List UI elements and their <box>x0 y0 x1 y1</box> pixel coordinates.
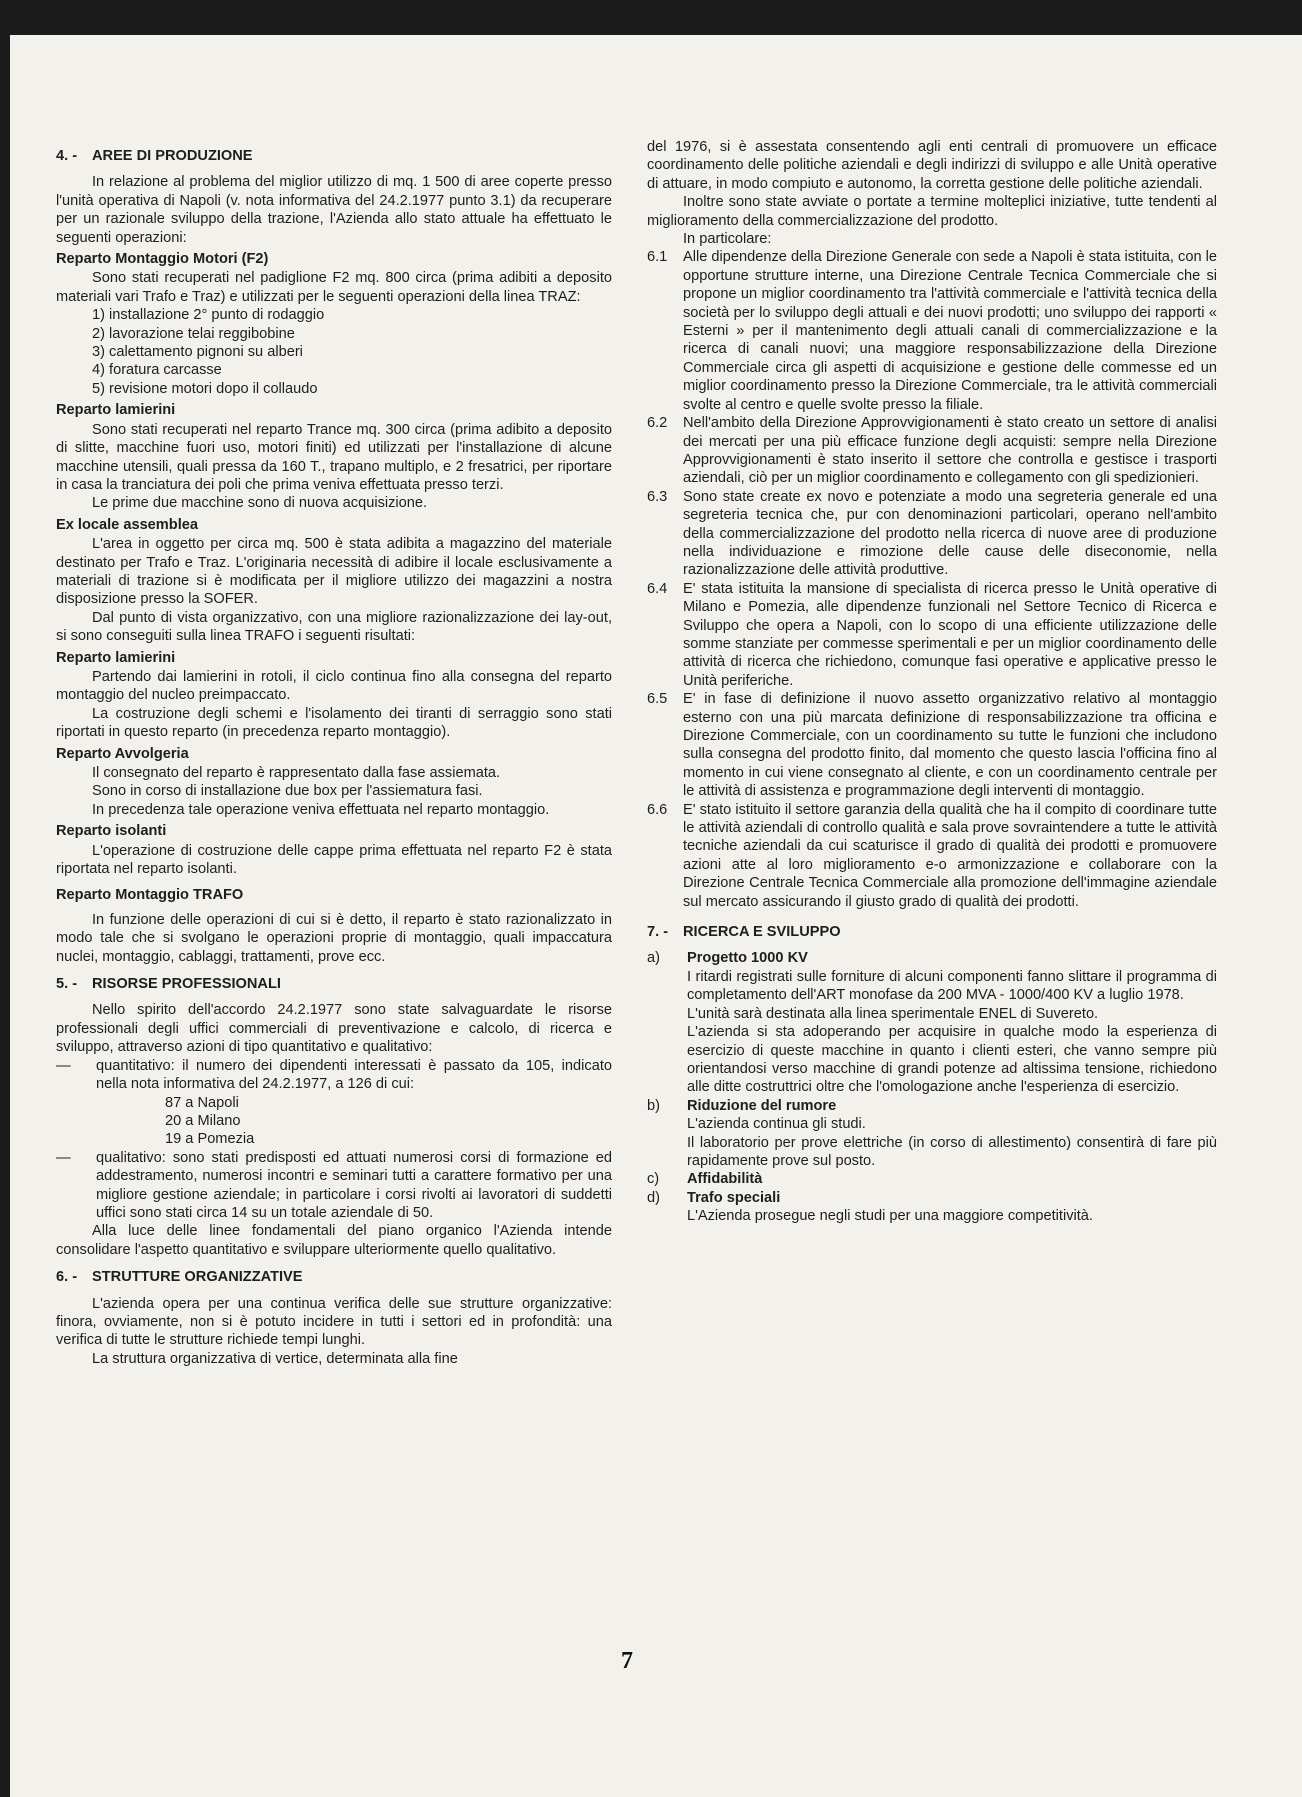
numbered-item: 6.1 Alle dipendenze della Direzione Generale con sede a Napoli è stata istituita, con le opportune strutture interne, una Direzione Centrale Tecnica Commerciale che si propone un miglior coordinamento tra l'attività commerciale e l'attività tecnica della società per lo sviluppo degli attuali e dei nuovi prodotti; uno sviluppo dei rapporti « Esterni » per il mantenimento degli attuali canali di commercializzazione e la ricerca di canali nuovi; una maggiore responsabilizzazione della Direzione Commerciale circa gli aspetti di acquisizione e gestione delle commesse ed un miglior coordinamento presso la Direzione Commerciale, tra le attività commerciali svolte al centro e quelle svolte presso la filiale. <box>647 249 1217 413</box>
list-item: 19 a Pomezia <box>165 1131 255 1148</box>
subheading: Reparto Montaggio TRAFO <box>56 887 244 904</box>
numbered-item: 6.6 E' stato istituito il settore garanzia della qualità che ha il compito di coordinare tutte le attività aziendali di controllo qualità e sala prove sovraintendere a tutte le attività tecniche aziendali da cui scaturisce il grado di qualità dei prodotti e promuovere azioni atte al loro miglioramento e-o armonizzazione e collaborare con la Direzione Centrale Tecnica Commerciale alla promozione dell'immagine aziendale sul mercato assicurando il giusto grado di qualità dei prodotti. <box>647 801 1217 910</box>
paragraph: In funzione delle operazioni di cui si è detto, il reparto è stato razionalizzato in modo tale che si svolgano le operazioni proprie di montaggio, quali impaccatura nuclei, montaggio, cablaggi, trattamenti, prove ecc. <box>56 911 612 965</box>
paragraph: L'azienda opera per una continua verifica delle sue strutture organizzative: finora, ovviamente, non si è potuto incidere in tutti i settori ed in profondità: una verifica di tutte le strutture richiede tempi lunghi. <box>56 1295 612 1349</box>
lettered-item: d) Trafo speciali <box>647 1189 781 1206</box>
section-4-heading: 4. - AREE DI PRODUZIONE <box>56 148 253 164</box>
paragraph: L'azienda continua gli studi. <box>687 1116 866 1133</box>
subheading: Reparto Avvolgeria <box>56 745 189 762</box>
paragraph: Alla luce delle linee fondamentali del piano organico l'Azienda intende consolidare l'aspetto quantitativo e sviluppare ulteriormente quello qualitativo. <box>56 1223 612 1258</box>
paragraph: Le prime due macchine sono di nuova acquisizione. <box>92 495 428 512</box>
paragraph: Il consegnato del reparto è rappresentato dalla fase assiemata. <box>92 765 501 781</box>
list-item: 87 a Napoli <box>165 1094 239 1111</box>
paragraph: L'operazione di costruzione delle cappe prima effettuata nel reparto F2 è stata riportata nel reparto isolanti. <box>56 842 612 878</box>
paragraph: Nello spirito dell'accordo 24.2.1977 sono state salvaguardate le risorse professionali degli uffici commerciali di preventivazione e calcolo, di ricerca e sviluppo, attraverso azioni di tipo quantitativo e qualitativo: <box>56 1002 612 1056</box>
right-column <box>647 138 1217 1226</box>
paragraph: Partendo dai lamierini in rotoli, il ciclo continua fino alla consegna del reparto montaggio del nucleo preimpaccato. <box>56 668 612 704</box>
numbered-item: 6.3 Sono state create ex novo e potenziate a modo una segreteria generale ed una segreteria tecnica che, pur con denominazioni particolari, operano nell'ambito della commercializzazione del prodotto nella ricerca di nuove aree di produzione nella individuazione e rimozione delle cause delle diseconomie, nella razionalizzazione delle attività produttive. <box>647 488 1217 579</box>
paragraph: L'Azienda prosegue negli studi per una maggiore competitività. <box>687 1208 1093 1225</box>
paragraph: In particolare: <box>683 231 772 248</box>
paragraph: Sono stati recuperati nel padiglione F2 mq. 800 circa (prima adibiti a deposito materiali vari Trafo e Traz) e utilizzati per le seguenti operazioni della linea TRAZ: <box>56 270 612 305</box>
list-item: 3) calettamento pignoni su alberi <box>92 344 303 361</box>
subheading: Reparto Montaggio Motori (F2) <box>56 251 269 268</box>
paragraph: Inoltre sono state avviate o portate a termine molteplici iniziative, tutte tendenti al miglioramento della commercializzazione del prodotto. <box>647 194 1217 229</box>
paragraph: La costruzione degli schemi e l'isolamento dei tiranti di serraggio sono stati riportati in questo reparto (in precedenza reparto montaggio). <box>56 705 612 741</box>
paragraph: Dal punto di vista organizzativo, con una migliore razionalizzazione dei lay-out, si sono conseguiti sulla linea TRAFO i seguenti risultati: <box>56 609 612 645</box>
list-item: 4) foratura carcasse <box>92 362 222 379</box>
paragraph: Sono stati recuperati nel reparto Trance mq. 300 circa (prima adibito a deposito di slitte, macchine fuori uso, motori finiti) ed utilizzati per l'installazione di alcune macchine utensili, quali pressa da 160 T., trapano multiplo, e 2 fresatrici, per riportare in casa la tranciatura dei poli che prima veniva effettuata presso terzi. <box>56 421 612 493</box>
paragraph: I ritardi registrati sulle forniture di alcuni componenti fanno slittare il programma di completamento dell'ART monofase da 200 MVA - 1000/400 KV a luglio 1978. <box>687 968 1217 1004</box>
list-item: 20 a Milano <box>165 1112 241 1129</box>
page-number: 7 <box>621 1648 633 1674</box>
subheading: Reparto lamierini <box>56 402 176 419</box>
left-column <box>56 138 612 1368</box>
numbered-item: 6.5 E' in fase di definizione il nuovo assetto organizzativo relativo al montaggio esterno con una più marcata definizione di responsabilizzazione tra officina e Direzione Commerciale, con un coordinamento su tutte le funzioni che includono sulla consegna del prodotto finito, dal momento che questo lascia l'officina fino al momento in cui viene consegnato al cliente, e con un coordinamento centrale per le attività di assistenza e programmazione degli interventi di montaggio. <box>647 691 1217 800</box>
lettered-item: a) Progetto 1000 KV <box>647 950 808 967</box>
lettered-item: b) Riduzione del rumore <box>647 1097 837 1114</box>
subheading: Ex locale assemblea <box>56 516 198 533</box>
numbered-item: 6.4 E' stata istituita la mansione di specialista di ricerca presso le Unità operative di Milano e Pomezia, alle dipendenze funzionali nel Settore Tecnico di Ricerca e Sviluppo che opera a Napoli, con lo scopo di una efficiente utilizzazione delle somme stanziate per commesse sperimentali e per un miglior coordinamento delle attività di ricerca che richiedono, comunque fasi operative e applicative presso le Unità periferiche. <box>647 580 1217 689</box>
dash-item: — qualitativo: sono stati predisposti ed attuati numerosi corsi di formazione ed addestramento, numerosi incontri e seminari tutti a carattere formativo per una migliore gestione aziendale; in particolare i corsi rivolti ai lavoratori di suddetti uffici sono stati circa 14 su un totale aziendale di 50. <box>56 1149 612 1221</box>
paragraph: L'area in oggetto per circa mq. 500 è stata adibita a magazzino del materiale destinato per Trafo e Traz. L'originaria necessità di adibire il locale esclusivamente a materiali di trazione si è modificata per il migliore utilizzo dei magazzini a nostra disposizione presso la SOFER. <box>56 536 612 608</box>
list-item: 5) revisione motori dopo il collaudo <box>92 380 318 397</box>
paragraph: La struttura organizzativa di vertice, determinata alla fine <box>92 1350 458 1367</box>
section-6-heading: 6. - STRUTTURE ORGANIZZATIVE <box>56 1269 303 1286</box>
section-7-heading: 7. - RICERCA E SVILUPPO <box>647 924 841 941</box>
list-item: 2) lavorazione telai reggibobine <box>92 325 295 342</box>
paragraph: In precedenza tale operazione veniva effettuata nel reparto montaggio. <box>92 801 550 818</box>
paragraph: In relazione al problema del miglior utilizzo di mq. 1 500 di aree coperte presso l'unità operativa di Napoli (v. nota informativa del 24.2.1977 punto 3.1) da recuperare per un razionale sviluppo della trazione, l'Azienda allo stato attuale ha effettuato le seguenti operazioni: <box>56 174 612 246</box>
paragraph: L'azienda si sta adoperando per acquisire in qualche modo la esperienza di esercizio di queste macchine in quanto i clienti esteri, che vanno sempre più orientandosi verso macchine di grandi potenze ad altissima tensione, richiedono alle ditte costruttrici oltre che l'omologazione anche l'esperienza di esercizio. <box>687 1024 1217 1096</box>
list-item: 1) installazione 2° punto di rodaggio <box>92 307 325 324</box>
paragraph: Il laboratorio per prove elettriche (in corso di allestimento) consentirà di fare più rapidamente prove sul posto. <box>687 1134 1217 1169</box>
paragraph: del 1976, si è assestata consentendo agli enti centrali di promuovere un efficace coordinamento delle politiche aziendali e degli indirizzi di sviluppo e alle Unità operative di attuare, in modo compiuto e autonomo, la corretta gestione delle politiche aziendali. <box>647 139 1217 192</box>
paragraph: Sono in corso di installazione due box per l'assiematura fasi. <box>92 783 483 800</box>
dash-item: — quantitativo: il numero dei dipendenti interessati è passato da 105, indicato nella nota informativa del 24.2.1977, a 126 di cui: <box>56 1057 612 1093</box>
subheading: Reparto lamierini <box>56 649 176 666</box>
numbered-item: 6.2 Nell'ambito della Direzione Approvvigionamenti è stato creato un settore di analisi dei mercati per una più efficace funzione degli acquisti: sempre nella Direzione Approvvigionamenti è stato inserito il settore che controlla e gestisce i trasporti aziendali, ciò per un miglior coordinamento e collegamento con gli spedizionieri. <box>647 415 1217 487</box>
paragraph: L'unità sarà destinata alla linea sperimentale ENEL di Suvereto. <box>687 1005 1099 1022</box>
lettered-item: c) Affidabilità <box>647 1171 763 1188</box>
subheading: Reparto isolanti <box>56 823 167 840</box>
section-5-heading: 5. - RISORSE PROFESSIONALI <box>56 976 281 993</box>
